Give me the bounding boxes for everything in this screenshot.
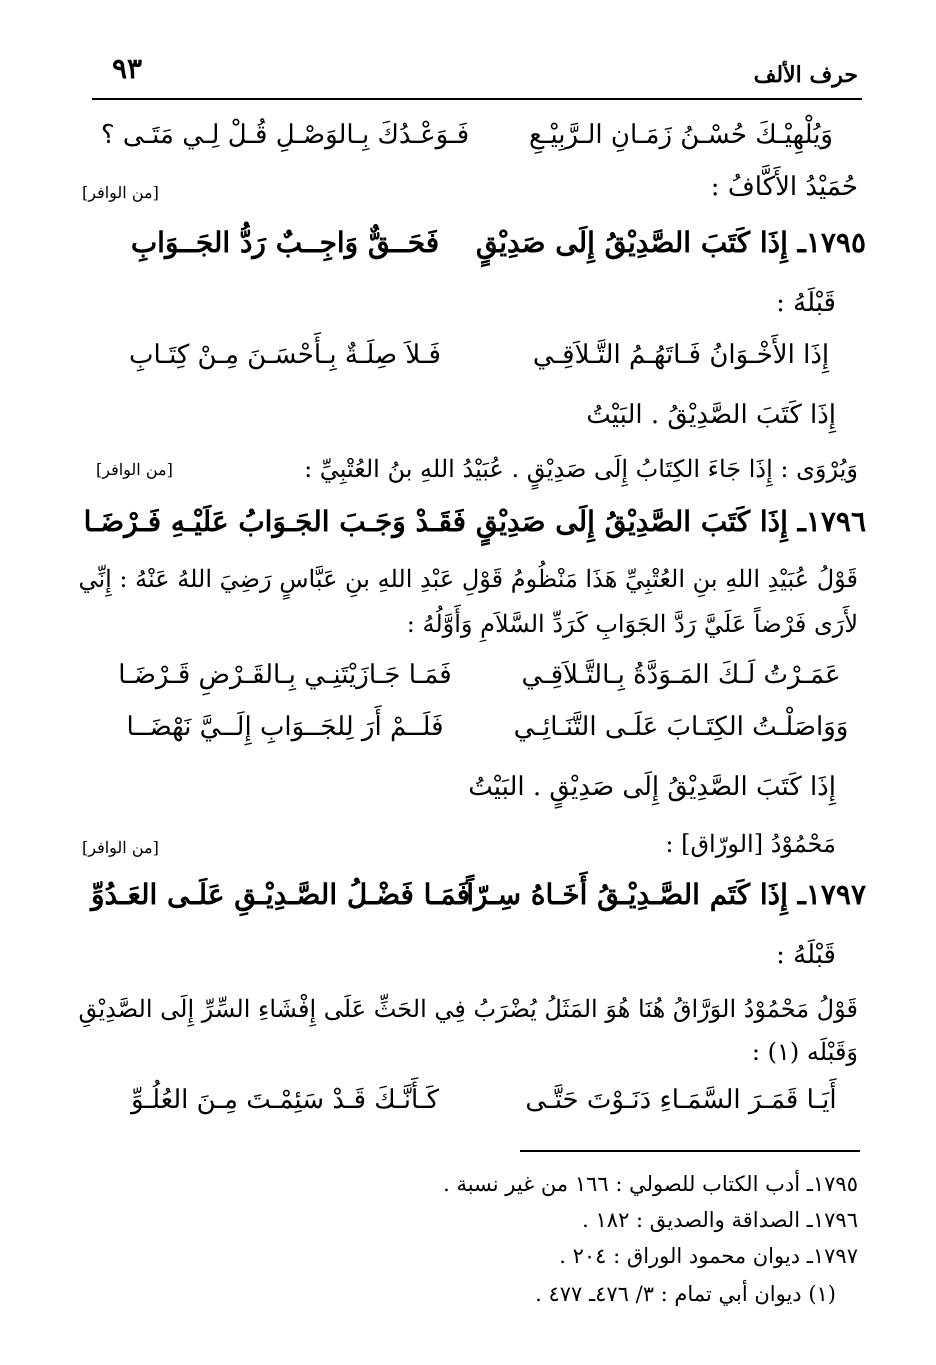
footnote: ١٧٩٧ـ ديوان محمود الوراق : ٢٠٤ .	[559, 1244, 858, 1268]
entry-1797-right: ١٧٩٧ـ إِذَا كَتَم الصَّـدِيْـقُ أَخَـاهُ سِـرّاً	[466, 878, 866, 911]
prose-line: لأَرَى فَرْضاً عَلَيَّ رَدَّ الجَوَابِ كَرَدِّ السَّلاَمِ وَأَوَّلُهُ :	[406, 610, 858, 638]
header-rule	[92, 98, 862, 100]
footnote: ١٧٩٦ـ الصداقة والصديق : ١٨٢ .	[582, 1208, 858, 1232]
verse-left-1: فَـوَعْـدُكَ بِـالوَصْـلِ قُـلْ لِـي مَتَـى ؟	[100, 120, 470, 150]
before-label: قَبْلَهُ :	[776, 940, 836, 970]
meter-label: [من الوافر]	[96, 460, 173, 479]
verse-left-12: فَلَــمْ أَرَ لِلجَــوَابِ إِلَــيَّ نَهْضَــا	[126, 712, 444, 742]
footnote: (١) ديوان أبي تمام : ٣/ ٤٧٦ـ ٤٧٧ .	[535, 1282, 836, 1306]
meter-label: [من الوافر]	[82, 838, 159, 857]
before-label: قَبْلَهُ :	[776, 288, 836, 318]
verse-right-19: أَيَـا قَمَـرَ السَّمَـاءِ دَنَـوْتَ حَتَّـى	[525, 1085, 837, 1115]
prose-line: قَوْلُ عُبَيْدِ اللهِ بنِ العُتْبِيِّ هَذَا مَنْظُومُ قَوْلِ عَبْدِ اللهِ بنِ عَبَّاسٍ رَضِيَ اللهُ عَنْهُ : إِنِّي	[78, 565, 858, 593]
verse-left-11: فَمَـا جَـازَيْتَنِـي بِـالقَـرْضِ قَـرْضَـا	[118, 660, 452, 690]
poet-name: حُمَيْدُ الأَكَّافُ :	[710, 172, 858, 202]
chapter-title: حرف الألف	[753, 62, 858, 88]
footnote-rule	[520, 1150, 860, 1152]
verse-right-12: وَوَاصَلْـتُ الكِتَـابَ عَلَـى التَّنَـائِـي	[513, 712, 849, 742]
poet-name: مَحْمُوْدُ [الورّاق] :	[665, 830, 836, 858]
verse-reference: إِذَا كَتَبَ الصَّدِيْقُ . البَيْتُ	[586, 400, 836, 430]
footnote: ١٧٩٥ـ أدب الكتاب للصولي : ١٦٦ من غير نسبة .	[443, 1172, 858, 1196]
prose-line: قَوْلُ مَحْمُوْدُ الوَرَّاقُ هُنَا هُوَ المَثَلُ يُضْرَبُ فِي الحَثِّ عَلَى إِفْشَاءِ السِّرِّ إِلَى الصَّدِيْقِ	[78, 995, 858, 1023]
verse-right-11: عَمَـرْتُ لَـكَ المَـوَدَّةُ بِـالتَّـلاَقِـي	[521, 660, 841, 690]
verse-left-5: فَـلاَ صِلَـةٌ بِـأَحْسَـنَ مِـنْ كِتَـابِ	[129, 340, 441, 370]
entry-1795-left: فَحَــقٌّ وَاجِــبٌ رَدُّ الجَــوَابِ	[130, 226, 440, 259]
verse-reference: إِذَا كَتَبَ الصَّدِيْقُ إِلَى صَدِيْقٍ . البَيْتُ	[468, 772, 836, 802]
page-number: ٩٣	[112, 52, 143, 85]
variant-line: وَيُرْوَى : إِذَا جَاءَ الكِتَابُ إِلَى صَدِيْقٍ . عُبَيْدُ اللهِ بنُ العُتْبِيِّ :	[304, 455, 858, 483]
entry-1795-right: ١٧٩٥ـ إِذَا كَتَبَ الصَّدِيْقُ إِلَى صَدِيْقٍ	[475, 226, 866, 259]
meter-label: [من الوافر]	[82, 183, 159, 202]
entry-1796-left: فَقَـدْ وَجَـبَ الجَـوَابُ عَلَيْـهِ فَـرْضَـا	[83, 505, 466, 538]
entry-1797-left: فَمَـا فَضْـلُ الصَّـدِيْـقِ عَلَـى العَـدُوِّ	[91, 878, 470, 911]
entry-1796-right: ١٧٩٦ـ إِذَا كَتَبَ الصَّدِيْقُ إِلَى صَدِيْقٍ	[475, 505, 866, 538]
verse-right-1: وَيُلْهِيْـكَ حُسْـنُ زَمَـانِ الـرَّبِيْـعِ	[529, 120, 833, 150]
verse-right-5: إِذَا الأَخْـوَانُ فَـاتَهُـمُ التَّـلاَقِـي	[532, 340, 830, 370]
verse-left-19: كَـأَنَّـكَ قَـدْ سَئِمْـتَ مِـنَ العُلُـوِّ	[131, 1085, 439, 1115]
prose-line: وَقَبْلَه (١) :	[751, 1038, 858, 1066]
